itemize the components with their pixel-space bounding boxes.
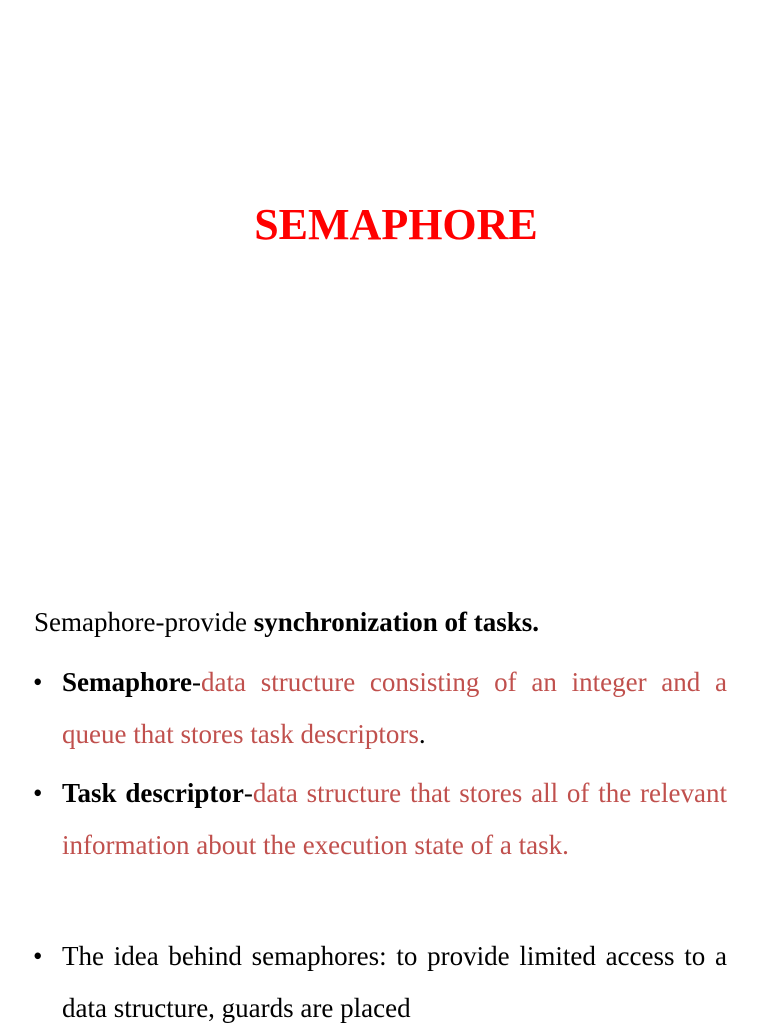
- bullet-task-descriptor: [33, 767, 727, 871]
- bullet-separator: -: [192, 667, 202, 697]
- bullet-term: Task descriptor: [62, 778, 244, 808]
- intro-line: [34, 600, 539, 644]
- bullet-dot-icon: •: [33, 667, 43, 697]
- intro-bold: synchronization of tasks.: [253, 607, 539, 637]
- bullet-definition: data structure consisting of an integer and a queue that stores task descriptors: [62, 667, 727, 749]
- intro-prefix: Semaphore-provide: [34, 607, 254, 637]
- bullet-suffix: .: [418, 719, 426, 749]
- bullet-semaphore: [33, 656, 727, 760]
- bullet-dot-icon: •: [33, 778, 43, 808]
- slide-title: SEMAPHORE: [254, 200, 538, 249]
- bullet-separator: -: [243, 778, 253, 808]
- bullet-term: Semaphore: [62, 667, 193, 697]
- bullet-definition: data structure that stores all of the relevant information about the execution state of a task.: [62, 778, 727, 860]
- bullet-text: The idea behind semaphores: to provide limited access to a data structure, guards are placed: [62, 941, 727, 1023]
- bullet-dot-icon: •: [33, 941, 43, 971]
- bullet-idea: [33, 930, 727, 1034]
